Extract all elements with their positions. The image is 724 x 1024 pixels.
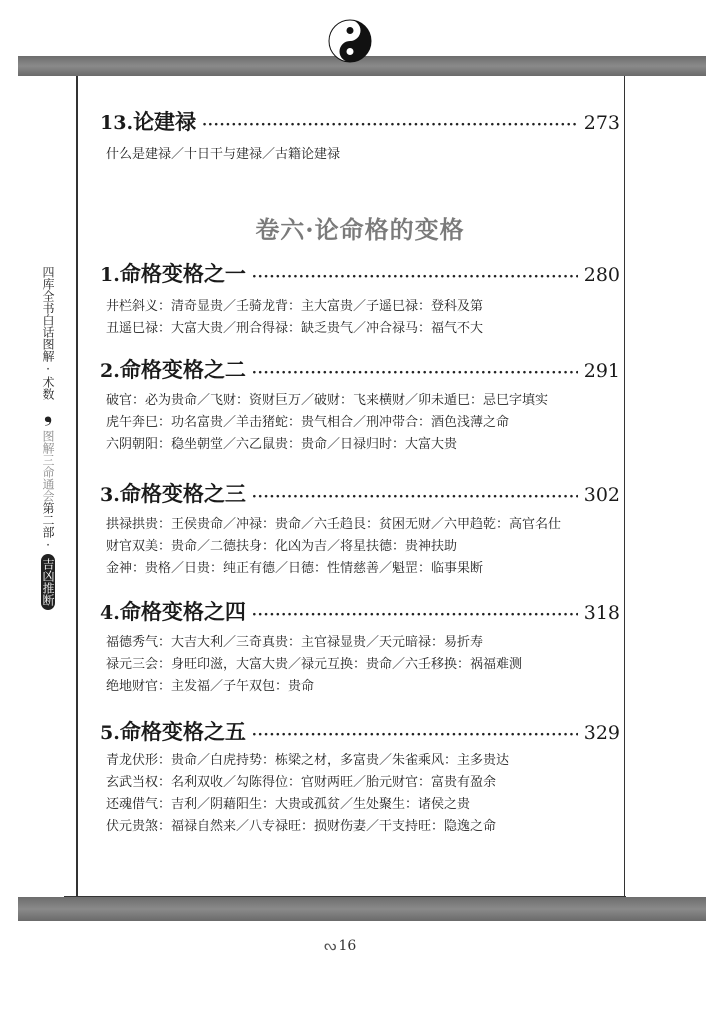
page-number-value: 16 (338, 938, 357, 954)
toc-entry[interactable] (100, 106, 620, 166)
book-title: 图解三命通会 (41, 430, 55, 502)
entry-subtopics: 绝地财官：主发福／子午双包：贵命 (106, 679, 315, 694)
entry-subtopics: 拱禄拱贵：王侯贵命／冲禄：贵命／六壬趋艮：贫困无财／六甲趋乾：高官名仕 (106, 517, 562, 532)
toc-entry[interactable] (100, 258, 620, 340)
entry-subtopics: 禄元三会：身旺印滋，大富大贵／禄元互换：贵命／六壬移换：祸福难测 (106, 657, 523, 672)
entry-subtopics: 六阴朝阳：稳坐朝堂／六乙鼠贵：贵命／日禄归时：大富大贵 (106, 437, 458, 452)
entry-page: 302 (583, 484, 620, 506)
entry-subtopics: 虎午奔巳：功名富贵／羊击猪蛇：贵气相合／刑冲带合：酒色浅薄之命 (106, 415, 510, 430)
entry-title: 命格变格之三 (119, 481, 246, 506)
entry-subtopics: 破官：必为贵命／飞财：资财巨万／破财：飞来横财／卯未遁巳：忌巳字填实 (106, 393, 549, 408)
entry-number: 5. (100, 722, 120, 744)
leader-dots (252, 727, 578, 743)
toc-heading (100, 716, 620, 746)
toc-entry[interactable] (100, 596, 620, 698)
right-rule (624, 76, 625, 896)
bottom-band (18, 897, 706, 921)
entry-title: 命格变格之四 (119, 599, 246, 624)
toc-heading (100, 106, 620, 136)
toc-heading (100, 258, 620, 288)
entry-page: 329 (583, 722, 620, 744)
toc-heading (100, 596, 620, 626)
entry-subtopics: 玄武当权：名利双收／勾陈得位：官财两旺／胎元财官：富贵有盈余 (106, 775, 497, 790)
entry-title: 论建禄 (133, 109, 197, 134)
entry-page: 318 (583, 602, 620, 624)
taiji-icon (328, 19, 372, 63)
toc-entry[interactable] (100, 354, 620, 456)
entry-number: 3. (100, 484, 120, 506)
left-rule (76, 76, 78, 896)
entry-subtopics: 青龙伏形：贵命／白虎持势：栋梁之材，多富贵／朱雀乘风：主多贵达 (106, 753, 510, 768)
entry-subtopics: 福德秀气：大吉大利／三奇真贵：主官禄显贵／天元暗禄：易折寿 (106, 635, 484, 650)
part-badge: 吉凶推断 (41, 554, 55, 610)
leader-dots (252, 607, 578, 623)
leader-dots (252, 365, 578, 381)
leader-dots (252, 269, 578, 285)
toc-heading (100, 354, 620, 384)
entry-subtopics: 井栏斜义：清奇显贵／壬骑龙背：主大富贵／子遥巳禄：登科及第 (106, 299, 484, 314)
entry-subtopics: 金神：贵格／日贵：纯正有德／日德：性情慈善／魁罡：临事果断 (106, 561, 484, 576)
entry-number: 13. (100, 112, 134, 134)
entry-page: 280 (583, 264, 620, 286)
entry-subtopics: 还魂借气：吉利／阴藉阳生：大贵或孤贫／生处聚生：诸侯之贵 (106, 797, 471, 812)
entry-number: 4. (100, 602, 120, 624)
entry-title: 命格变格之一 (119, 261, 246, 286)
swirl-icon: ᔓ (324, 938, 337, 954)
leader-dots (202, 117, 578, 133)
entry-subtopics: 什么是建禄／十日干与建禄／古籍论建禄 (106, 147, 341, 162)
series-title: 四库全书白话图解·术数 (41, 266, 55, 400)
toc-entry[interactable] (100, 478, 620, 580)
entry-title: 命格变格之五 (119, 719, 246, 744)
entry-title: 命格变格之二 (119, 357, 246, 382)
entry-subtopics: 丑遥巳禄：大富大贵／刑合得禄：缺乏贵气／冲合禄马：福气不大 (106, 321, 484, 336)
page-number (324, 938, 356, 954)
entry-number: 1. (100, 264, 120, 286)
entry-number: 2. (100, 360, 120, 382)
toc-entry[interactable] (100, 716, 620, 838)
swirl-icon: ❟ (43, 402, 53, 427)
entry-subtopics: 伏元贵煞：福禄自然来／八专禄旺：损财伤妻／干支持旺：隐逸之命 (106, 819, 497, 834)
toc-heading (100, 478, 620, 508)
side-running-title (38, 266, 58, 610)
part-label: 第二部· (41, 502, 55, 552)
entry-page: 273 (583, 112, 620, 134)
entry-page: 291 (583, 360, 620, 382)
section-title: 卷六·论命格的变格 (255, 215, 465, 244)
entry-subtopics: 财官双美：贵命／二德扶身：化凶为吉／将星扶德：贵神扶助 (106, 539, 458, 554)
leader-dots (252, 489, 578, 505)
